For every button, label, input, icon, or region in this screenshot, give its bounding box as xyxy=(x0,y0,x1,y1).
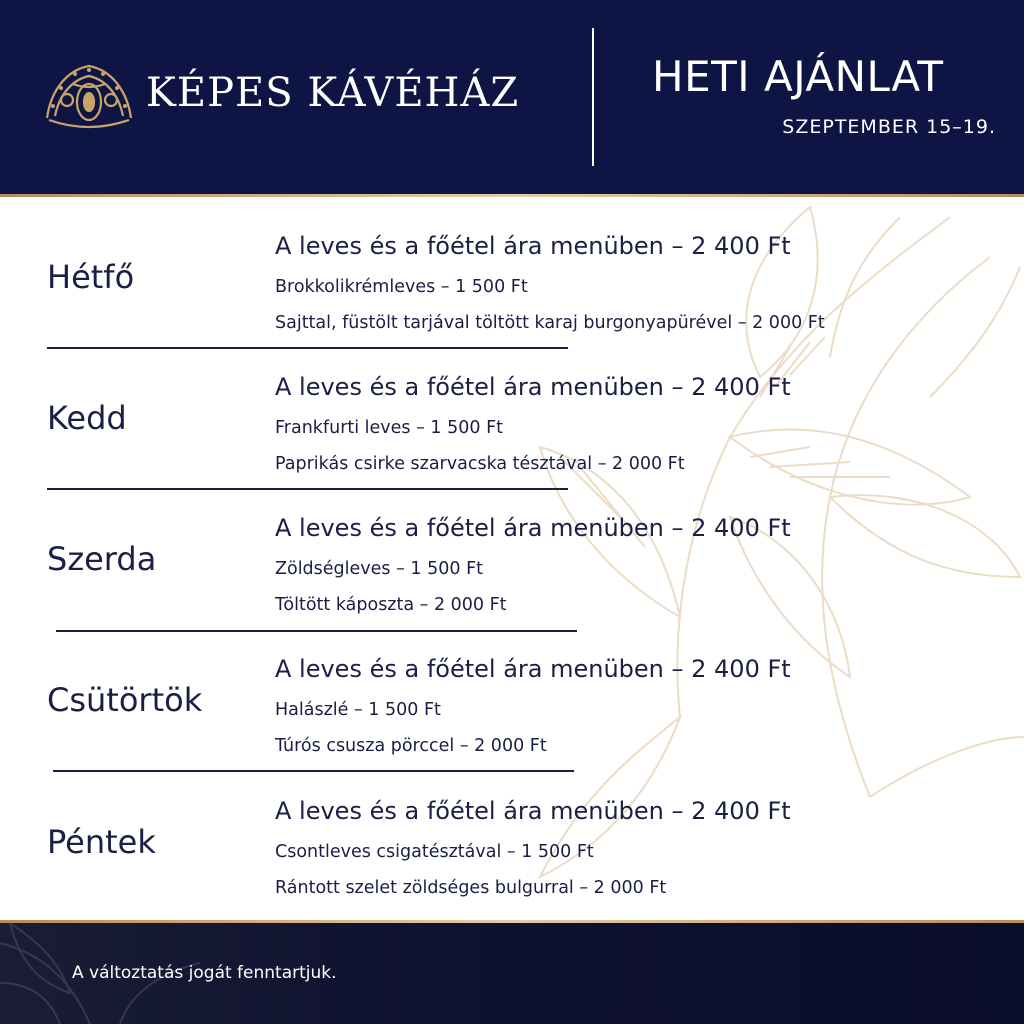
day-name: Péntek xyxy=(47,823,156,861)
day-separator xyxy=(47,488,568,490)
menu-combo-price: A leves és a főétel ára menüben – 2 400 Ft xyxy=(275,655,791,683)
main-course-item: Töltött káposzta – 2 000 Ft xyxy=(275,595,507,615)
menu-combo-price: A leves és a főétel ára menüben – 2 400 Ft xyxy=(275,797,791,825)
day-name: Csütörtök xyxy=(47,681,203,719)
footer-disclaimer: A változtatás jogát fenntartjuk. xyxy=(72,963,337,983)
day-block-wednesday xyxy=(0,494,1024,634)
menu-combo-price: A leves és a főétel ára menüben – 2 400 Ft xyxy=(275,373,791,401)
footer-banner xyxy=(0,923,1024,1024)
soup-item: Brokkolikrémleves – 1 500 Ft xyxy=(275,277,528,297)
main-course-item: Rántott szelet zöldséges bulgurral – 2 000 Ft xyxy=(275,878,667,898)
day-separator xyxy=(53,770,574,772)
day-separator xyxy=(56,630,577,632)
day-separator xyxy=(47,347,568,349)
soup-item: Csontleves csigatésztával – 1 500 Ft xyxy=(275,842,594,862)
day-block-friday xyxy=(0,777,1024,917)
soup-item: Zöldségleves – 1 500 Ft xyxy=(275,559,483,579)
day-name: Szerda xyxy=(47,540,157,578)
offer-date: SZEPTEMBER 15–19. xyxy=(782,116,996,138)
main-course-item: Túrós csusza pörccel – 2 000 Ft xyxy=(275,736,547,756)
soup-item: Halászlé – 1 500 Ft xyxy=(275,700,441,720)
main-course-item: Sajttal, füstölt tarjával töltött karaj burgonyapürével – 2 000 Ft xyxy=(275,313,825,333)
header-divider xyxy=(592,28,594,166)
menu-combo-price: A leves és a főétel ára menüben – 2 400 Ft xyxy=(275,232,791,260)
soup-item: Frankfurti leves – 1 500 Ft xyxy=(275,418,504,438)
header-banner xyxy=(0,0,1024,194)
day-block-thursday xyxy=(0,635,1024,775)
menu-combo-price: A leves és a főétel ára menüben – 2 400 Ft xyxy=(275,514,791,542)
day-name: Kedd xyxy=(47,399,127,437)
brand-name: KÉPES KÁVÉHÁZ xyxy=(146,70,520,116)
day-name: Hétfő xyxy=(47,258,135,296)
day-block-monday xyxy=(0,212,1024,352)
ornamental-emblem-icon xyxy=(43,60,135,132)
offer-title: HETI AJÁNLAT xyxy=(652,52,944,101)
main-course-item: Paprikás csirke szarvacska tésztával – 2 000 Ft xyxy=(275,454,685,474)
day-block-tuesday xyxy=(0,353,1024,493)
